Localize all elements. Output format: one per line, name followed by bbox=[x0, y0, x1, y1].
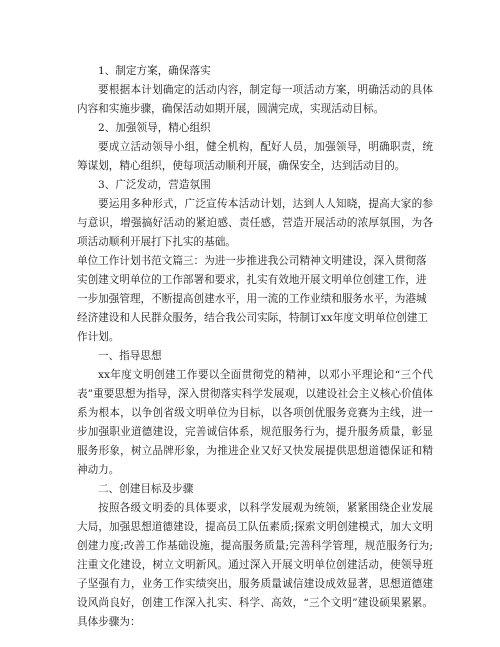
paragraph-goals-steps: 按照各级文明委的具体要求，以科学发展观为统领，紧紧围绕企业发展大局，加强思想道德建设，提高员工队伍素质;探索文明创建模式，加大文明创建力度;改善工作基础设施，提高服务质量;完善科学管理，规范服务行为;注重文化建设，树立文明新风。通过深入开展文明单位创建活动，使领导班子坚强有力，业务工作实绩突出，服务质量诚信建设成效显著，思想道德建设风尚良好，创建工作深入扎实、科学、高效，“三个文明”建设硕果累累。具体步骤为： bbox=[77, 502, 433, 628]
example-three-text: 为进一步推进我公司精神文明建设，深入贯彻落实创建文明单位的工作部署和要求，扎实有效地开展文明单位创建工作，进一步加强管理，不断提高创建水平，用一流的工作业绩和服务水平，为港城经济建设和人民群众服务，结合我公司实际，特制订xx年度文明单位创建工作计划。 bbox=[77, 255, 428, 343]
document-page bbox=[77, 62, 433, 632]
section-heading-leadership: 2、加强领导，精心组织 bbox=[98, 122, 211, 134]
section-heading-plan: 1、制定方案，确保落实 bbox=[98, 65, 211, 77]
paragraph-guiding-thought: xx年度文明创建工作要以全面贯彻党的精神，以邓小平理论和“三个代表”重要思想为指导，深入贯彻落实科学发展观，以建设社会主义核心价值体系为根本，以争创省级文明单位为目标，以各项创优服务竞赛为主线，进一步加强职业道德建设，完善诚信体系，规范服务行为，提升服务质量，彰显服务形象，树立品牌形象，为推进企业又好又快发展提供思想道德保证和精神动力。 bbox=[77, 369, 433, 476]
paragraph-example-three bbox=[77, 252, 433, 347]
example-three-title: 单位工作计划书范文篇三： bbox=[77, 255, 205, 267]
paragraph-leadership: 要成立活动领导小组，健全机构，配好人员，加强领导，明确职责，统筹谋划，精心组织，使每项活动顺利开展，确保安全，达到活动目的。 bbox=[77, 141, 433, 172]
paragraph-mobilize: 要运用多种形式，广泛宣传本活动计划，达到人人知晓，提高大家的参与意识，增强搞好活动的紧迫感、责任感，营造开展活动的浓厚氛围，为各项活动顺利开展打下扎实的基础。 bbox=[77, 198, 433, 248]
section-heading-mobilize: 3、广泛发动，营造氛围 bbox=[98, 179, 211, 191]
section-heading-guiding-thought: 一、指导思想 bbox=[98, 350, 162, 362]
section-heading-goals-steps: 二、创建目标及步骤 bbox=[98, 483, 194, 495]
paragraph-plan: 要根据本计划确定的活动内容，制定每一项活动方案，明确活动的具体内容和实施步骤，确保活动如期开展，圆满完成，实现活动目标。 bbox=[77, 84, 433, 115]
